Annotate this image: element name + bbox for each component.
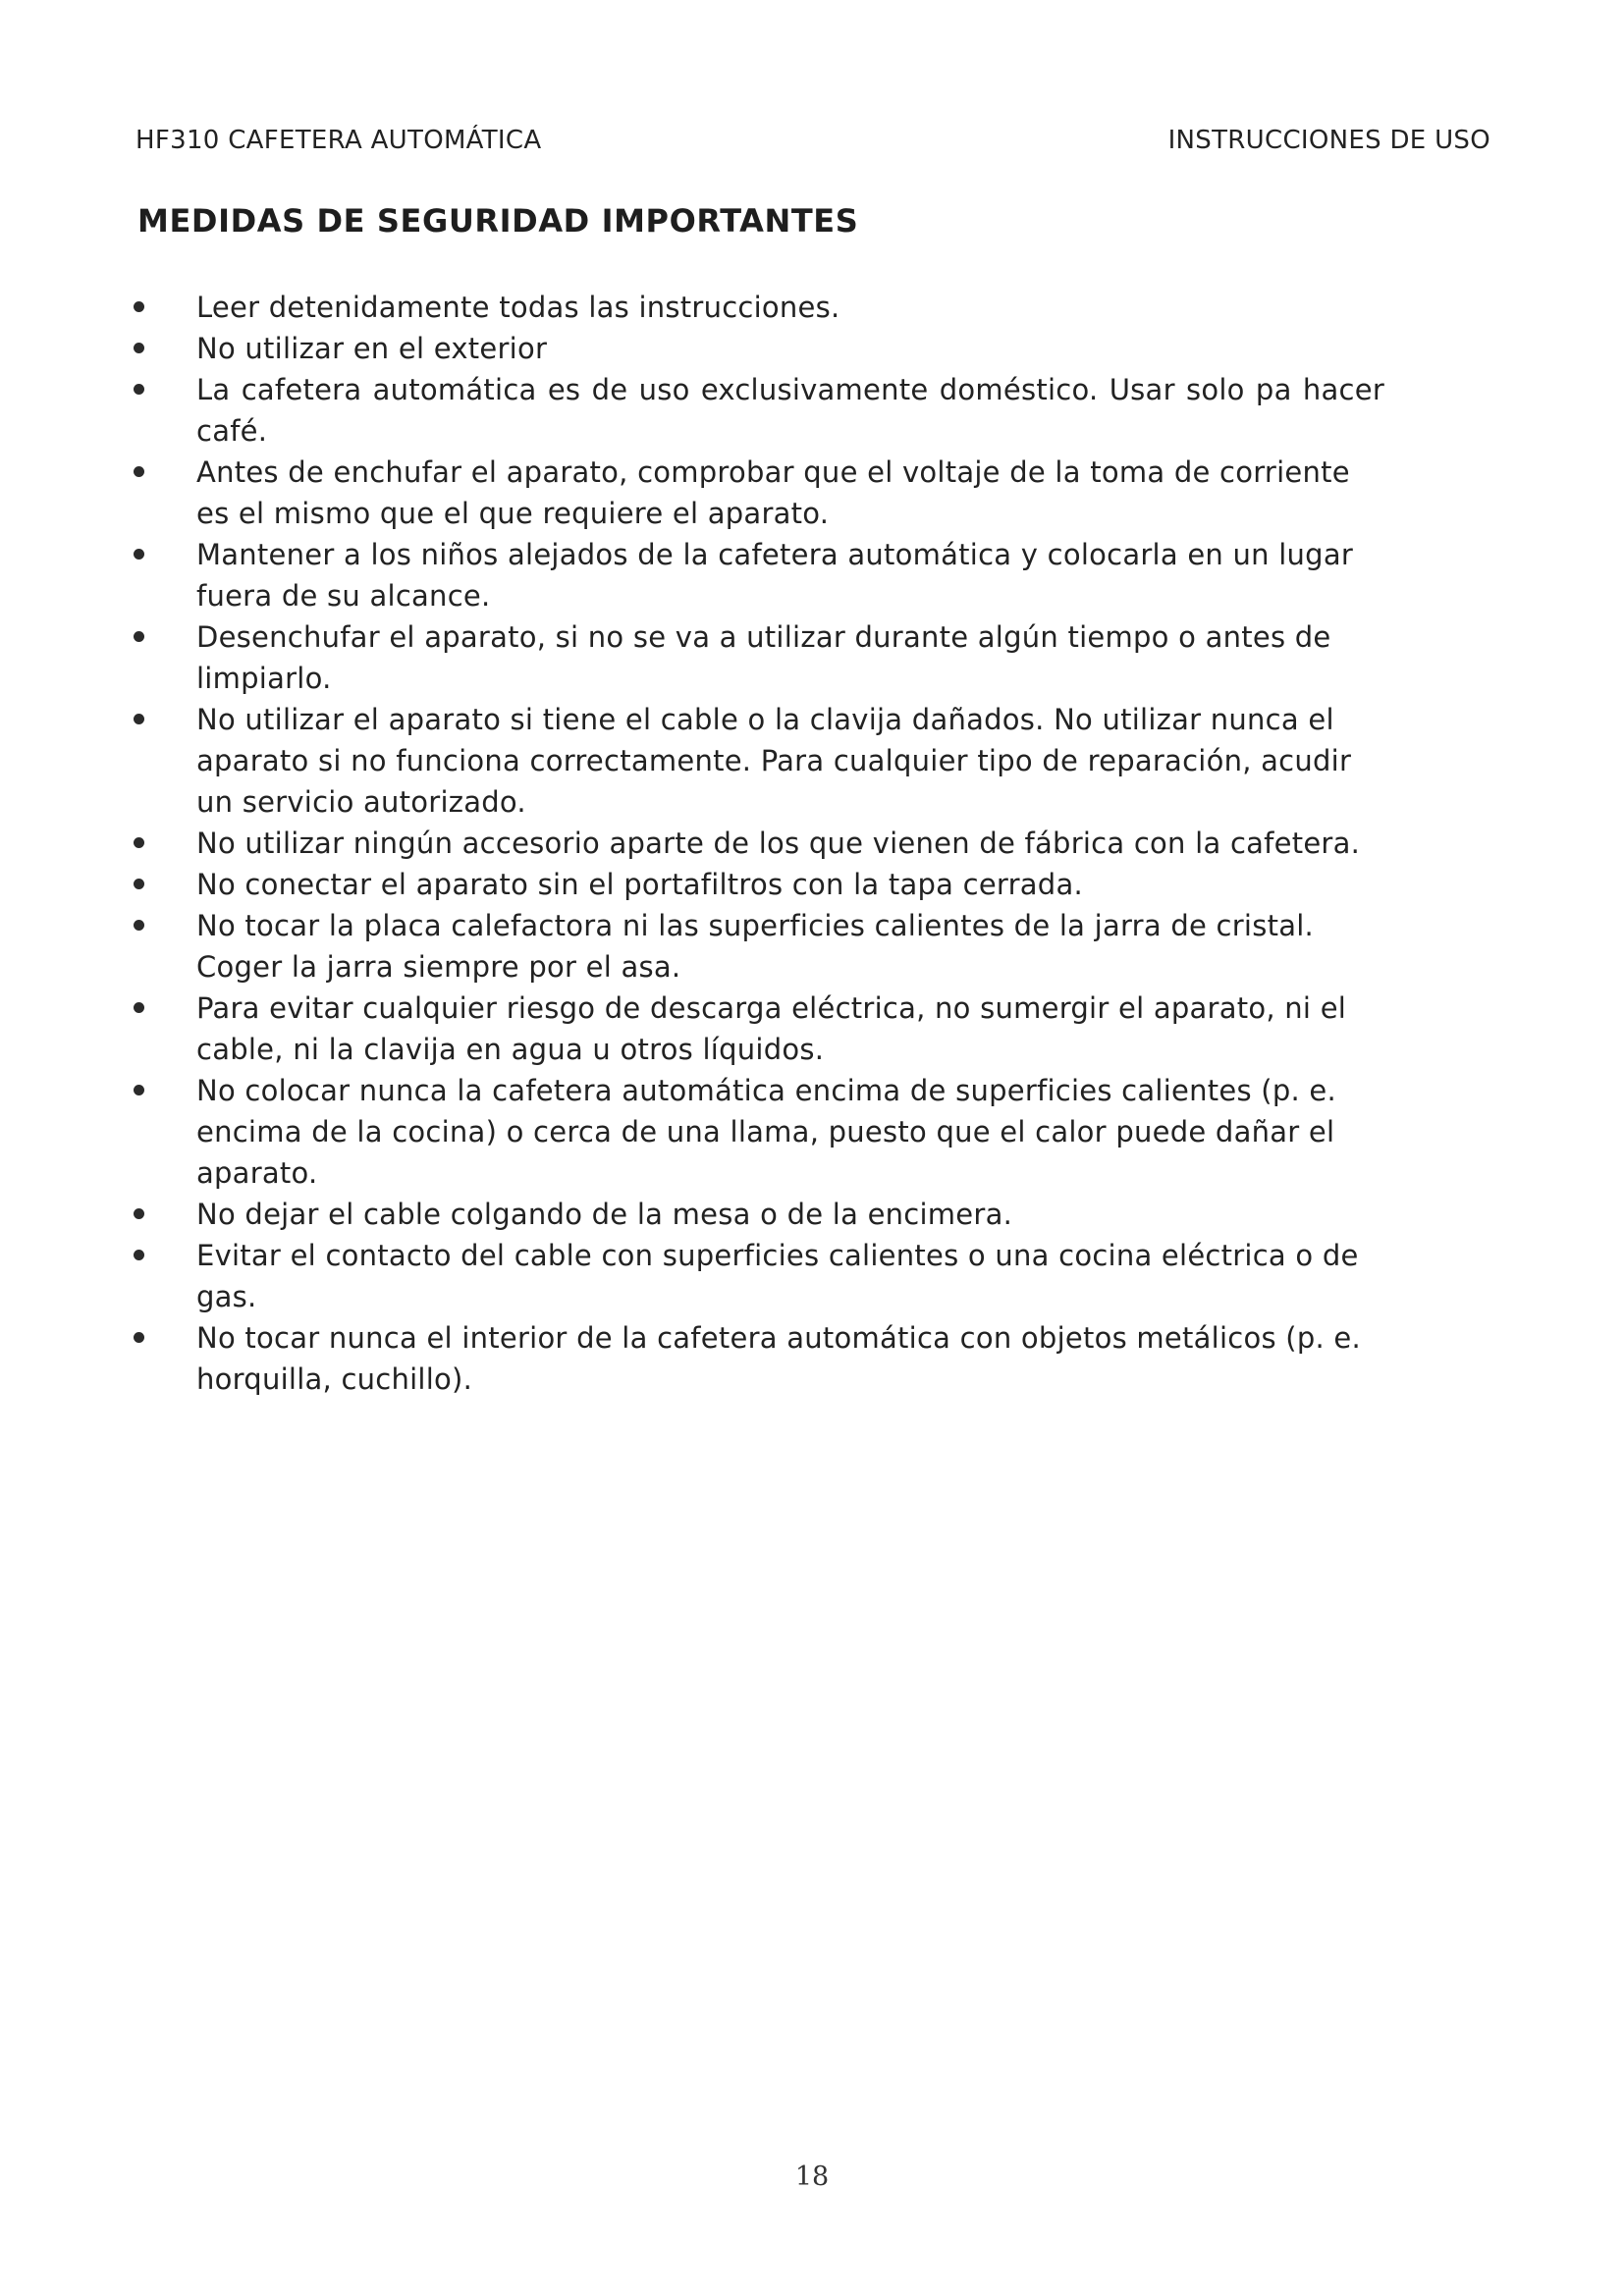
list-item [0, 988, 1384, 1070]
list-item [0, 328, 1384, 369]
list-item [0, 534, 1384, 616]
page-header [135, 126, 1490, 161]
header-section-title: INSTRUCCIONES DE USO [1167, 126, 1490, 155]
list-item [0, 1194, 1384, 1235]
bullet-icon [134, 1085, 144, 1095]
bullet-icon [134, 920, 144, 931]
bullet-icon [134, 1250, 144, 1260]
list-item-text: Desenchufar el aparato, si no se va a utilizar durante algún tiempo o antes de limpiarlo. [196, 620, 1331, 695]
section-title: MEDIDAS DE SEGURIDAD IMPORTANTES [137, 202, 859, 240]
bullet-icon [134, 1208, 144, 1219]
bullet-icon [134, 343, 144, 353]
list-item [0, 1070, 1384, 1194]
page-number: 18 [794, 2162, 830, 2192]
list-item [0, 452, 1384, 534]
list-item-text: La cafetera automática es de uso exclusivamente doméstico. Usar solo pa hacer café. [196, 373, 1384, 448]
list-item-text: No utilizar en el exterior [196, 332, 548, 365]
list-item-text: No dejar el cable colgando de la mesa o de la encimera. [196, 1198, 1013, 1231]
list-item-text: Leer detenidamente todas las instrucciones. [196, 291, 840, 324]
bullet-icon [134, 837, 144, 848]
list-item [0, 1235, 1384, 1317]
list-item-text: No tocar la placa calefactora ni las superficies calientes de la jarra de cristal. Coger la jarra siempre por el asa. [196, 909, 1314, 984]
list-item-text: Evitar el contacto del cable con superficies calientes o una cocina eléctrica o de gas. [196, 1239, 1359, 1313]
list-item [0, 905, 1384, 988]
list-item-text: No tocar nunca el interior de la cafetera automática con objetos metálicos (p. e. horquilla, cuchillo). [196, 1321, 1361, 1396]
list-item-text: Antes de enchufar el aparato, comprobar que el voltaje de la toma de corriente es el mismo que el que requiere el aparato. [196, 455, 1350, 530]
bullet-icon [134, 1002, 144, 1013]
list-item [0, 287, 1384, 328]
list-item [0, 699, 1384, 823]
header-product-title: HF310 CAFETERA AUTOMÁTICA [135, 126, 542, 155]
bullet-icon [134, 879, 144, 889]
list-item [0, 616, 1384, 699]
bullet-icon [134, 384, 144, 395]
bullet-icon [134, 1332, 144, 1343]
list-item-text: Mantener a los niños alejados de la cafetera automática y colocarla en un lugar fuera de su alcance. [196, 538, 1354, 613]
bullet-icon [134, 631, 144, 642]
bullet-icon [134, 714, 144, 724]
list-item-text: No utilizar ningún accesorio aparte de los que vienen de fábrica con la cafetera. [196, 827, 1361, 860]
list-item-text: No colocar nunca la cafetera automática encima de superficies calientes (p. e. encima de la cocina) o cerca de una llama, puesto que el calor puede dañar el aparato. [196, 1074, 1336, 1190]
list-item-text: Para evitar cualquier riesgo de descarga eléctrica, no sumergir el aparato, ni el cable, ni la clavija en agua u otros líquidos. [196, 991, 1347, 1066]
list-item [0, 864, 1384, 905]
list-item [0, 369, 1384, 452]
list-item [0, 1317, 1384, 1400]
bullet-icon [134, 466, 144, 477]
list-item-text: No utilizar el aparato si tiene el cable o la clavija dañados. No utilizar nunca el aparato si no funciona correctamente. Para cualquier tipo de reparación, acudir un servicio autorizado. [196, 703, 1352, 819]
safety-instructions-list [0, 287, 1624, 1400]
bullet-icon [134, 549, 144, 560]
list-item-text: No conectar el aparato sin el portafiltros con la tapa cerrada. [196, 868, 1083, 901]
list-item [0, 823, 1384, 864]
bullet-icon [134, 301, 144, 312]
